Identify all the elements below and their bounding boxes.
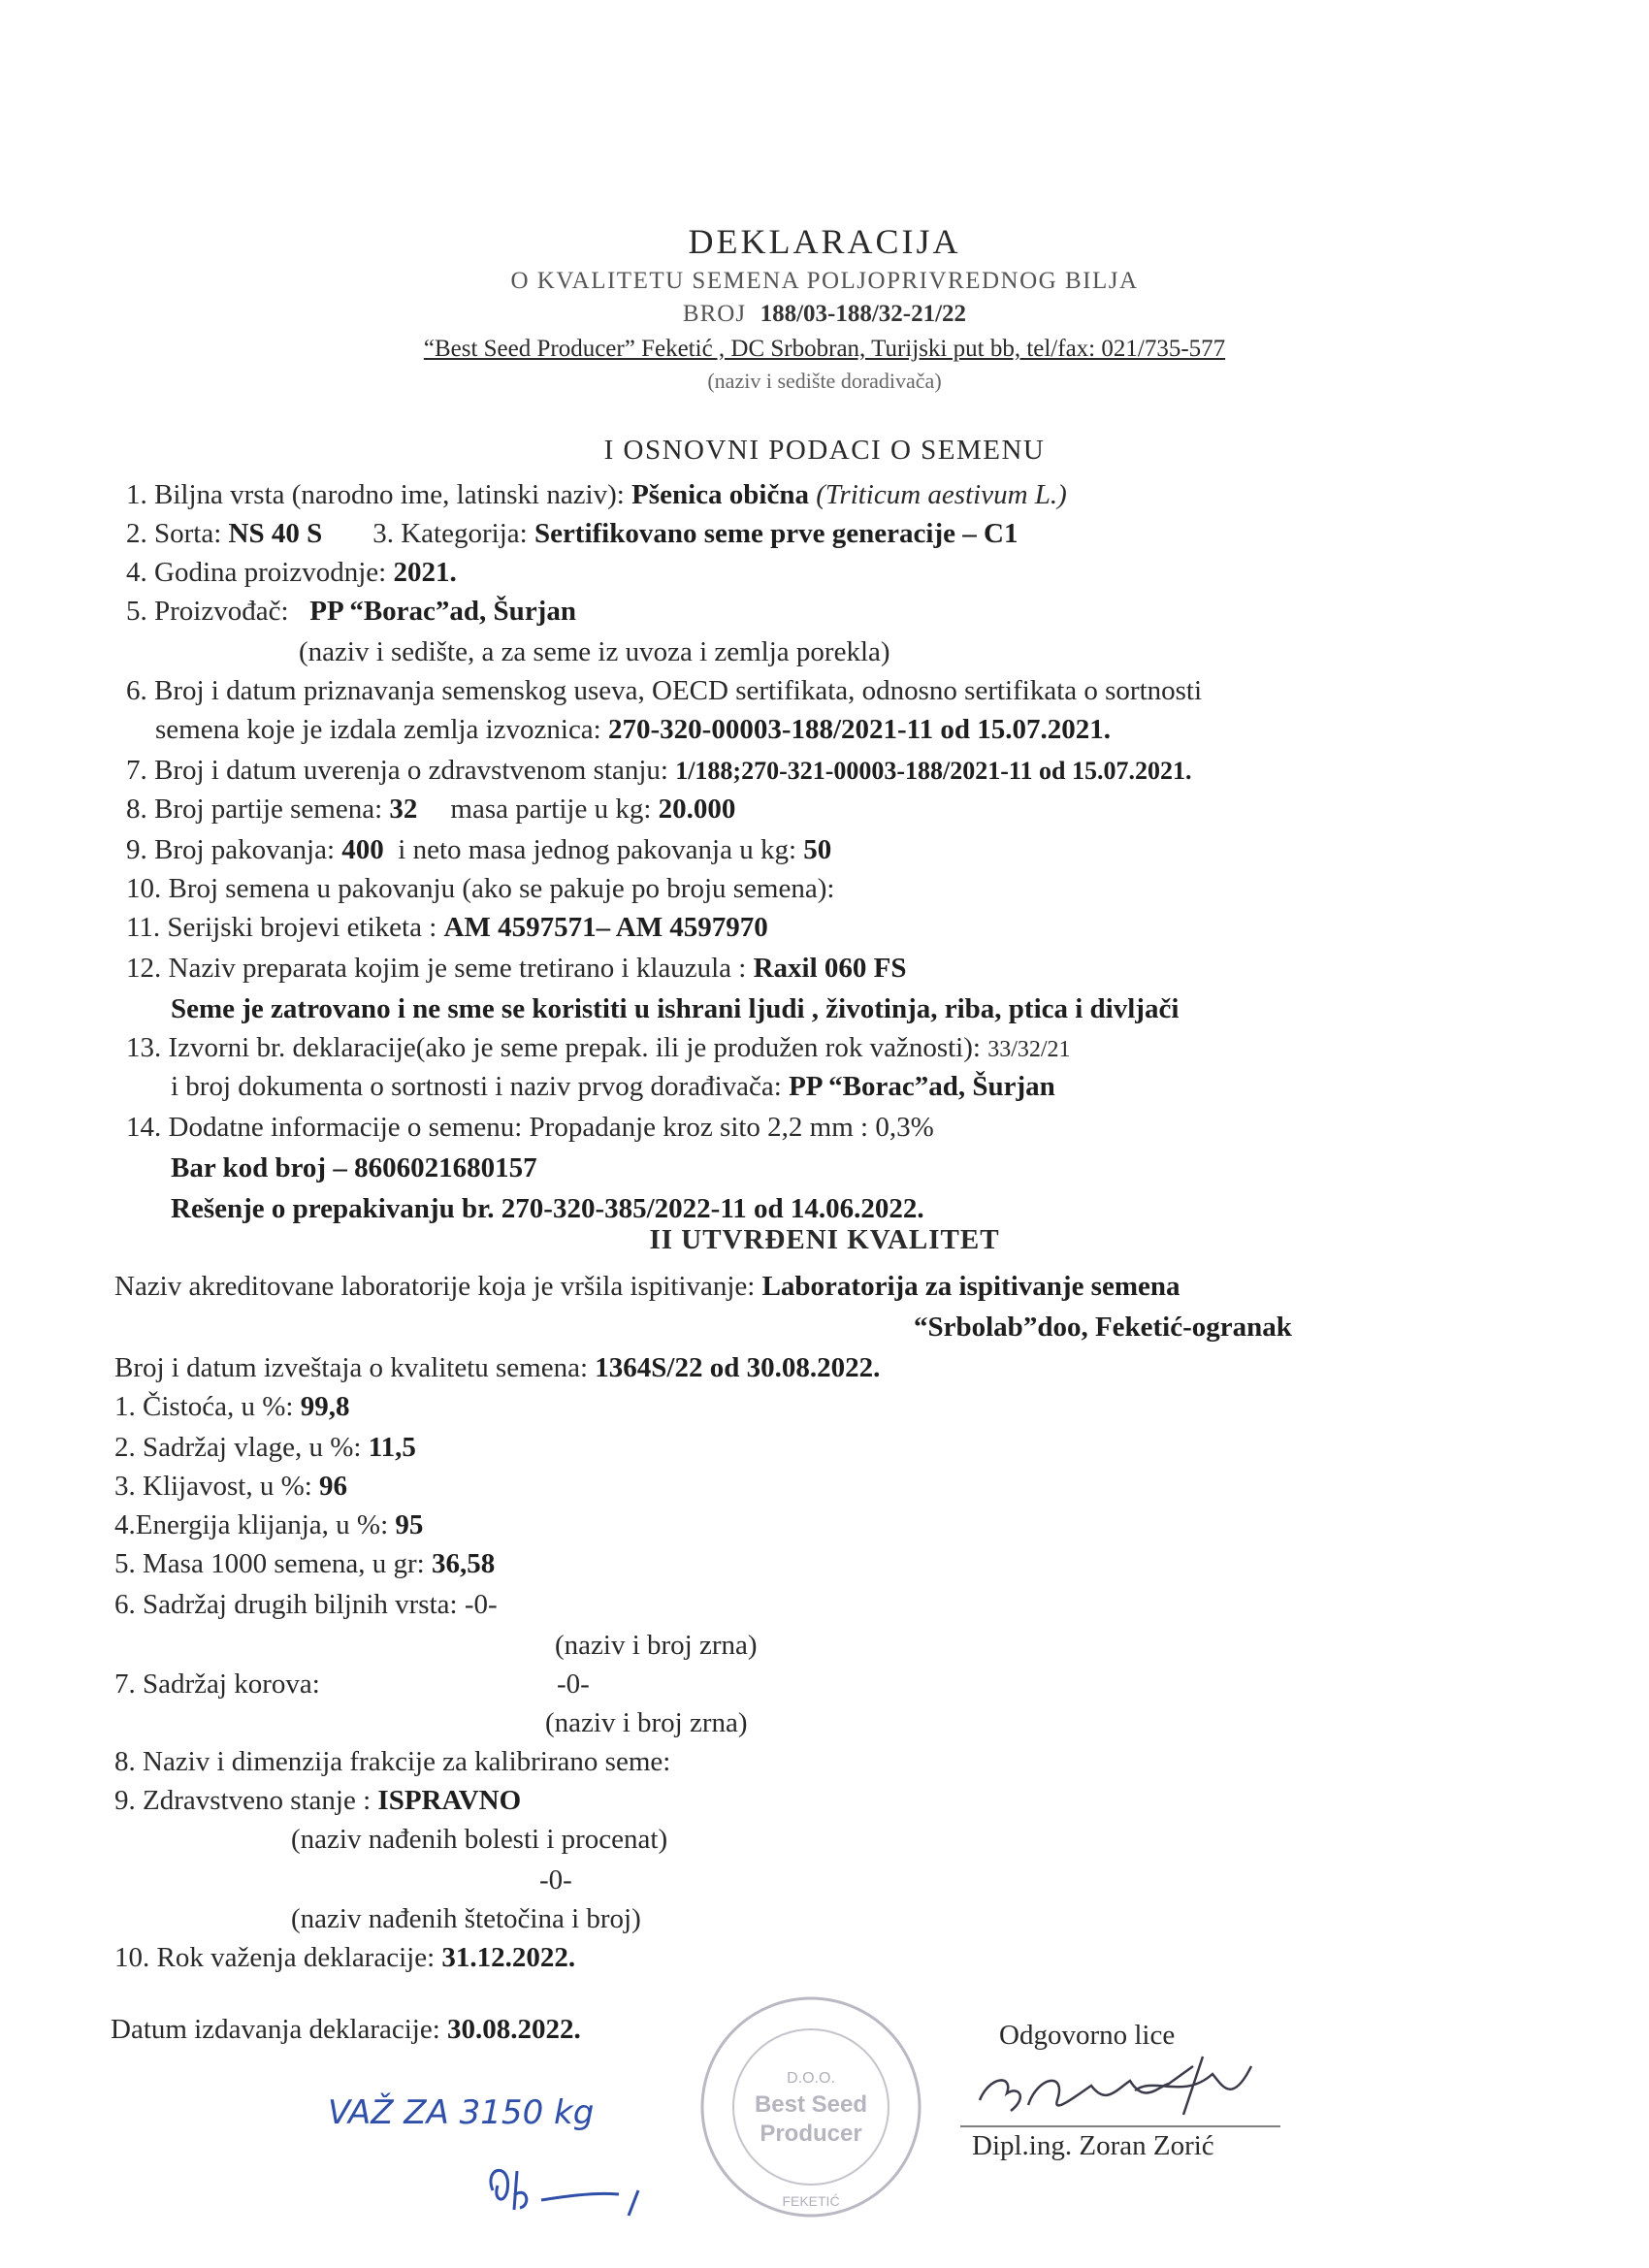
- signer-name: Dipl.ing. Zoran Zorić: [972, 2130, 1214, 2161]
- item-7: 7. Broj i datum uverenja o zdravstvenom stanju: 1/188;270-321-00003-188/2021-11 od 15.07.2021.: [126, 755, 1192, 786]
- processor-line: “Best Seed Producer” Feketić , DC Srbobran, Turijski put bb, tel/fax: 021/735-577: [423, 336, 1226, 362]
- svg-text:FEKETIĆ: FEKETIĆ: [782, 2193, 840, 2209]
- number-label: BROJ: [682, 301, 747, 327]
- responsible-label: Odgovorno lice: [999, 2020, 1176, 2051]
- item-13: 13. Izvorni br. deklaracije(ako je seme prepak. ili je produžen rok važnosti): 33/32/21: [126, 1032, 1071, 1063]
- item-2-3: 2. Sorta: NS 40 S 3. Kategorija: Sertifikovano seme prve generacije – C1: [126, 518, 1018, 549]
- quality-9-caption-2: (naziv nađenih štetočina i broj): [291, 1903, 641, 1934]
- quality-2: 2. Sadržaj vlage, u %: 11,5: [114, 1432, 416, 1463]
- quality-9-caption-1: (naziv nađenih bolesti i procenat): [291, 1824, 668, 1855]
- quality-4: 4.Energija klijanja, u %: 95: [114, 1509, 424, 1540]
- svg-text:D.O.O.: D.O.O.: [787, 2070, 835, 2087]
- lab-line: Naziv akreditovane laboratorije koja je vršila ispitivanje: Laboratorija za ispitivanje semena: [114, 1271, 1180, 1302]
- item-1: 1. Biljna vrsta (narodno ime, latinski naziv): Pšenica obična (Triticum aestivum L.): [126, 479, 1067, 510]
- item-12: 12. Naziv preparata kojim je seme tretirano i klauzula : Raxil 060 FS: [126, 953, 907, 984]
- item-5: 5. Proizvođač: PP “Borac”ad, Šurjan: [126, 596, 576, 627]
- signature-graphic: [960, 2047, 1280, 2134]
- item-14-decision: Rešenje o prepakivanju br. 270-320-385/2022-11 od 14.06.2022.: [171, 1193, 924, 1224]
- item-8: 8. Broj partije semena: 32 masa partije u kg: 20.000: [126, 794, 736, 825]
- quality-9-value-2: -0-: [539, 1864, 572, 1895]
- handwritten-note: VAŽ ZA 3150 kg: [328, 2093, 595, 2132]
- document-number: [0, 301, 1649, 328]
- quality-7-caption: (naziv i broj zrna): [545, 1707, 748, 1738]
- quality-5: 5. Masa 1000 semena, u gr: 36,58: [114, 1548, 496, 1579]
- quality-7: 7. Sadržaj korova:: [114, 1669, 320, 1700]
- report-line: Broj i datum izveštaja o kvalitetu semena: 1364S/22 od 30.08.2022.: [114, 1352, 881, 1383]
- svg-text:Producer: Producer: [760, 2121, 862, 2147]
- item-11: 11. Serijski brojevi etiketa : AM 4597571– AM 4597970: [126, 912, 768, 943]
- quality-1: 1. Čistoća, u %: 99,8: [114, 1391, 350, 1422]
- item-6-cont: semena koje je izdala zemlja izvoznica: 270-320-00003-188/2021-11 od 15.07.2021.: [155, 714, 1111, 745]
- quality-8: 8. Naziv i dimenzija frakcije za kalibrirano seme:: [114, 1746, 671, 1777]
- company-stamp: [695, 1991, 927, 2223]
- item-14: 14. Dodatne informacije o semenu: Propadanje kroz sito 2,2 mm : 0,3%: [126, 1112, 934, 1143]
- section-heading-basic-data: I OSNOVNI PODACI O SEMENU: [603, 435, 1046, 466]
- number-value: 188/03-188/32-21/22: [760, 301, 967, 327]
- quality-7-value: -0-: [557, 1669, 590, 1700]
- quality-6: 6. Sadržaj drugih biljnih vrsta: -0-: [114, 1589, 498, 1620]
- document-subtitle: O KVALITETU SEMENA POLJOPRIVREDNOG BILJA: [510, 268, 1139, 294]
- initials-graphic: [473, 2152, 667, 2219]
- signature: [960, 2047, 1280, 2134]
- section-heading-quality: II UTVRĐENI KVALITET: [649, 1224, 1000, 1255]
- document-title: DEKLARACIJA: [688, 222, 961, 261]
- lab-line-cont: “Srbolab”doo, Feketić-ogranak: [914, 1312, 1292, 1343]
- item-4: 4. Godina proizvodnje: 2021.: [126, 557, 457, 588]
- processor-caption: (naziv i sedište doradivača): [707, 369, 942, 393]
- item-10: 10. Broj semena u pakovanju (ako se pakuje po broju semena):: [126, 873, 835, 904]
- item-5-caption: (naziv i sedište, a za seme iz uvoza i zemlja porekla): [299, 636, 890, 667]
- quality-9: 9. Zdravstveno stanje : ISPRAVNO: [114, 1785, 522, 1816]
- item-12-warning: Seme je zatrovano i ne sme se koristiti u ishrani ljudi , životinja, riba, ptica i divljači: [171, 993, 1180, 1024]
- item-9: 9. Broj pakovanja: 400 i neto masa jednog pakovanja u kg: 50: [126, 834, 832, 865]
- stamp-graphic: [695, 1991, 927, 2223]
- item-6: 6. Broj i datum priznavanja semenskog useva, OECD sertifikata, odnosno sertifikata o sortnosti: [126, 675, 1203, 706]
- quality-10: 10. Rok važenja deklaracije: 31.12.2022.: [114, 1942, 576, 1973]
- handwritten-initials: [473, 2152, 667, 2219]
- quality-3: 3. Klijavost, u %: 96: [114, 1471, 348, 1502]
- item-14-barcode: Bar kod broj – 8606021680157: [171, 1152, 537, 1183]
- issue-date: Datum izdavanja deklaracije: 30.08.2022.: [111, 2014, 581, 2045]
- item-13-cont: i broj dokumenta o sortnosti i naziv prvog dorađivača: PP “Borac”ad, Šurjan: [171, 1071, 1055, 1102]
- svg-text:Best Seed: Best Seed: [754, 2091, 868, 2118]
- quality-6-caption: (naziv i broj zrna): [555, 1630, 758, 1661]
